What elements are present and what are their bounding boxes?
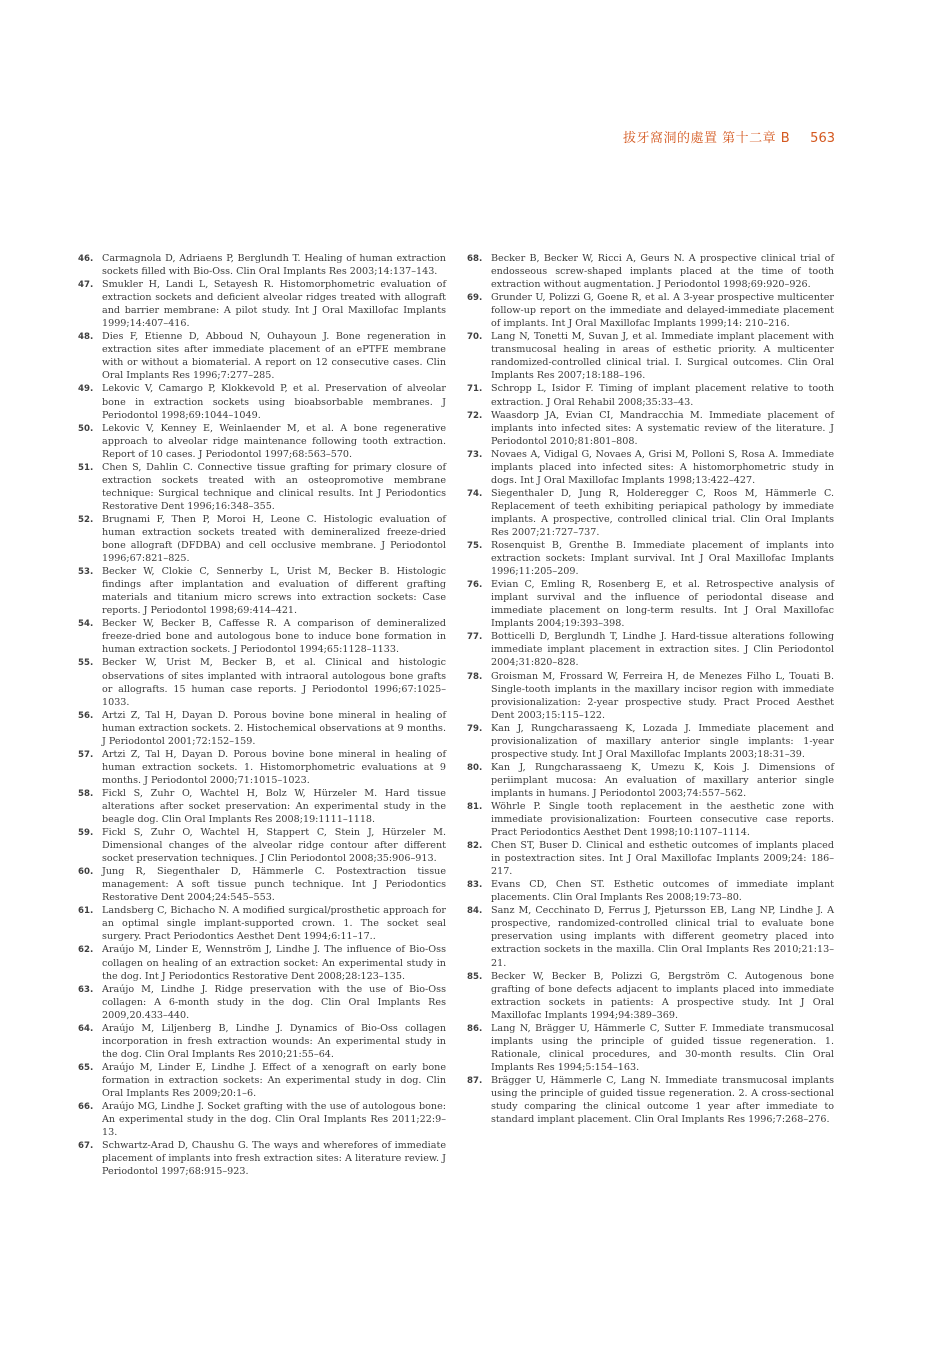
reference-number: 53. [78,567,94,578]
reference-item [78,943,446,982]
reference-item [78,904,446,943]
reference-text: Landsberg C, Bichacho N. A modified surgical/prosthetic approach for an optimal single implant-supported crown. 1. The socket seal surgery. Pract Periodontics Aesthet Dent 1994;6:11–17.. [102,905,446,943]
reference-item [467,800,834,839]
reference-list-right-column [467,252,834,1126]
reference-item [467,670,834,722]
reference-number: 56. [78,710,94,721]
reference-number: 63. [78,984,94,995]
reference-text: Waasdorp JA, Evian CI, Mandracchia M. Immediate placement of implants into infected sites: A systematic review of the literature. J Periodontol 2010;81:801–808. [491,409,834,447]
reference-item [78,461,446,513]
reference-text: Brugnami F, Then P, Moroi H, Leone C. Histologic evaluation of human extraction sockets treated with demineralized freeze-dried bone allograft (DFDBA) and cell occlusive membrane. J Periodontol 1996;67:821–825. [102,513,446,565]
reference-text: Chen ST, Buser D. Clinical and esthetic outcomes of implants placed in postextraction sites. Int J Oral Maxillofac Implants 2009;24: 186–217. [491,840,834,878]
reference-item [467,409,834,448]
reference-number: 57. [78,749,94,760]
reference-item [78,278,446,330]
reference-text: Grunder U, Polizzi G, Goene R, et al. A 3-year prospective multicenter follow-up report on the immediate and delayed-immediate placement of implants. Int J Oral Maxillofac Implants 1999;14: 210–216. [491,292,834,330]
reference-number: 82. [467,841,483,852]
reference-item [78,513,446,565]
reference-text: Evans CD, Chen ST. Esthetic outcomes of immediate implant placements. Clin Oral Implants Res 2008;19:73–80. [491,879,834,904]
reference-text: Araújo M, Linder E, Lindhe J. Effect of a xenograft on early bone formation in extraction sockets: An experimental study in dog. Clin Oral Implants Res 2009;20:1–6. [102,1061,446,1099]
reference-item [467,1074,834,1126]
reference-number: 49. [78,384,94,395]
reference-number: 66. [78,1102,94,1113]
reference-item [467,539,834,578]
reference-number: 72. [467,410,483,421]
reference-number: 75. [467,541,483,552]
reference-item [467,904,834,969]
reference-text: Lang N, Brägger U, Hämmerle C, Sutter F. Immediate transmucosal implants using the principle of guided tissue regeneration. 1. Rationale, clinical procedures, and 30-month results. Clin Oral Implants Res 1994;5:154–163. [491,1022,834,1073]
chapter-title: 拔牙窩洞的處置 第十二章 B [622,131,791,146]
reference-text: Carmagnola D, Adriaens P, Berglundh T. Healing of human extraction sockets filled with Bio-Oss. Clin Oral Implants Res 2003;14:137–143. [102,253,446,278]
reference-number: 47. [78,280,94,291]
reference-text: Becker W, Becker B, Caffesse R. A comparison of demineralized freeze-dried bone and autologous bone to induce bone formation in human extraction sockets. J Periodontol 1994;65:1128–1133. [102,618,446,656]
reference-number: 86. [467,1023,483,1034]
reference-item [467,291,834,330]
reference-text: Jung R, Siegenthaler D, Hämmerle C. Postextraction tissue management: A soft tissue punch technique. Int J Periodontics Restorative Dent 2004;24:545–553. [102,866,446,904]
reference-item [78,1100,446,1139]
reference-text: Chen S, Dahlin C. Connective tissue grafting for primary closure of extraction sockets treated with an osteopromotive membrane technique: Surgical technique and clinical results. Int J Periodontics Restorative Dent 1996;16:348–355. [102,461,446,512]
reference-number: 85. [467,971,483,982]
reference-item [78,1139,446,1178]
reference-text: Fickl S, Zuhr O, Wachtel H, Stappert C, Stein J, Hürzeler M. Dimensional changes of the alveolar ridge contour after different socket preservation techniques. J Clin Periodontol 2008;35:906–913. [102,827,446,865]
reference-text: Wöhrle P. Single tooth replacement in the aesthetic zone with immediate provisionalization: Fourteen consecutive case reports. Pract Periodontics Aesthet Dent 1998;10:1107–1114. [491,800,834,839]
reference-item [78,787,446,826]
reference-number: 77. [467,632,483,643]
reference-item [78,865,446,904]
reference-number: 79. [467,723,483,734]
running-header [623,127,835,146]
reference-number: 69. [467,293,483,304]
page-number: 563 [810,131,835,146]
reference-item [78,422,446,461]
reference-text: Botticelli D, Berglundh T, Lindhe J. Hard-tissue alterations following immediate implant placement in extraction sites. J Clin Periodontol 2004;31:820–828. [491,631,834,669]
reference-text: Fickl S, Zuhr O, Wachtel H, Bolz W, Hürzeler M. Hard tissue alterations after socket preservation: An experimental study in the beagle dog. Clin Oral Implants Res 2008;19:1111–1118. [102,787,446,826]
reference-number: 78. [467,671,483,682]
reference-text: Novaes A, Vidigal G, Novaes A, Grisi M, Polloni S, Rosa A. Immediate implants placed into infected sites: A histomorphometric study in dogs. Int J Oral Maxillofac Implants 1998;13:422–427. [491,448,834,486]
reference-item [467,448,834,487]
reference-text: Schwartz-Arad D, Chaushu G. The ways and wherefores of immediate placement of implants into fresh extraction sites: A literature review. J Periodontol 1997;68:915–923. [102,1140,446,1178]
reference-item [467,878,834,904]
reference-item [78,252,446,278]
reference-item [467,630,834,669]
reference-number: 62. [78,945,94,956]
reference-number: 50. [78,423,94,434]
reference-number: 70. [467,332,483,343]
reference-item [467,578,834,630]
reference-number: 81. [467,801,483,812]
reference-number: 71. [467,384,483,395]
reference-text: Lekovic V, Camargo P, Klokkevold P, et al. Preservation of alveolar bone in extraction sockets using bioabsorbable membranes. J Periodontol 1998;69:1044–1049. [102,383,446,421]
reference-number: 87. [467,1075,483,1086]
reference-number: 64. [78,1023,94,1034]
reference-text: Artzi Z, Tal H, Dayan D. Porous bovine bone mineral in healing of human extraction sockets. 1. Histomorphometric evaluations at 9 months. J Periodontol 2000;71:1015–1023. [102,748,446,786]
reference-item [467,487,834,539]
reference-text: Sanz M, Cecchinato D, Ferrus J, Pjetursson EB, Lang NP, Lindhe J. A prospective, randomized-controlled clinical trial to evaluate bone preservation using implants with different geometry placed into extraction sockets in the maxilla. Clin Oral Implants Res 2010;21:13–21. [491,905,834,969]
reference-number: 83. [467,880,483,891]
reference-item [467,839,834,878]
reference-text: Becker W, Clokie C, Sennerby L, Urist M, Becker B. Histologic findings after implantation and evaluation of different grafting materials and titanium micro screws into extraction sockets: Case reports. J Periodontol 1998;69:414–421. [102,566,446,617]
reference-text: Evian C, Emling R, Rosenberg E, et al. Retrospective analysis of implant survival and the influence of periodontal disease and immediate placement on long-term results. Int J Oral Maxillofac Implants 2004;19:393–398. [491,579,834,630]
reference-item [78,826,446,865]
reference-text: Lang N, Tonetti M, Suvan J, et al. Immediate implant placement with transmucosal healing in areas of esthetic priority. A multicenter randomized-controlled clinical trial. I. Surgical outcomes. Clin Oral Implants Res 2007;18:188–196. [491,331,834,382]
reference-item [78,983,446,1022]
reference-text: Siegenthaler D, Jung R, Holderegger C, Roos M, Hämmerle C. Replacement of teeth exhibiting periapical pathology by immediate implants. A prospective, controlled clinical trial. Clin Oral Implants Res 2007;21:727–737. [491,487,834,538]
reference-item [78,748,446,787]
reference-number: 54. [78,619,94,630]
reference-text: Lekovic V, Kenney E, Weinlaender M, et al. A bone regenerative approach to alveolar ridge maintenance following tooth extraction. Report of 10 cases. J Periodontol 1997;68:563–570. [102,422,446,460]
reference-item [467,330,834,382]
reference-text: Araújo M, Linder E, Wennström J, Lindhe J. The influence of Bio-Oss collagen on healing of an extraction socket: An experimental study in the dog. Int J Periodontics Restorative Dent 2008;28:123–135. [102,944,446,982]
reference-text: Smukler H, Landi L, Setayesh R. Histomorphometric evaluation of extraction sockets and deficient alveolar ridges treated with allograft and barrier membrane: A pilot study. Int J Oral Maxillofac Implants 1999;14:407–416. [102,279,446,330]
reference-item [78,1022,446,1061]
reference-text: Becker B, Becker W, Ricci A, Geurs N. A prospective clinical trial of endosseous screw-shaped implants placed at the time of tooth extraction without augmentation. J Periodontol 1998;69:920–926. [491,253,834,291]
reference-text: Brägger U, Hämmerle C, Lang N. Immediate transmucosal implants using the principle of guided tissue regeneration. 2. A cross-sectional study comparing the clinical outcome 1 year after immediate to standard implant placement. Clin Oral Implants Res 1996;7:268–276. [491,1074,834,1126]
reference-text: Groisman M, Frossard W, Ferreira H, de Menezes Filho L, Touati B. Single-tooth implants in the maxillary incisor region with immediate provisionalization: 2-year prospective study. Pract Proced Aesthet Dent 2003;15:115–122. [491,670,834,721]
reference-text: Schropp L, Isidor F. Timing of implant placement relative to tooth extraction. J Oral Rehabil 2008;35:33–43. [491,383,834,408]
reference-number: 65. [78,1062,94,1073]
reference-text: Kan J, Rungcharassaeng K, Umezu K, Kois J. Dimensions of periimplant mucosa: An evaluation of maxillary anterior single implants in humans. J Periodontol 2003;74:557–562. [491,761,834,799]
reference-number: 59. [78,828,94,839]
reference-item [78,617,446,656]
reference-list-left-column [78,252,446,1178]
reference-number: 52. [78,514,94,525]
reference-text: Araújo MG, Lindhe J. Socket grafting with the use of autologous bone: An experimental study in the dog. Clin Oral Implants Res 2011;22:9–13. [102,1101,446,1139]
reference-item [467,1022,834,1074]
reference-text: Artzi Z, Tal H, Dayan D. Porous bovine bone mineral in healing of human extraction sockets. 2. Histochemical observations at 9 months. J Periodontol 2001;72:152–159. [102,709,446,747]
reference-text: Araújo M, Liljenberg B, Lindhe J. Dynamics of Bio-Oss collagen incorporation in fresh extraction wounds: An experimental study in the dog. Clin Oral Implants Res 2010;21:55–64. [102,1022,446,1060]
reference-item [467,722,834,761]
reference-number: 58. [78,788,94,799]
reference-number: 46. [78,254,94,264]
reference-number: 67. [78,1141,94,1152]
reference-item [78,565,446,617]
reference-text: Kan J, Rungcharassaeng K, Lozada J. Immediate placement and provisionalization of maxillary anterior single implants: 1-year prospective study. Int J Oral Maxillofac Implants 2003;18:31–39. [491,722,834,760]
reference-number: 51. [78,462,94,473]
reference-number: 55. [78,658,94,669]
reference-text: Becker W, Becker B, Polizzi G, Bergström C. Autogenous bone grafting of bone defects adjacent to implants placed into immediate extraction sockets in patients: A prospective study. Int J Oral Maxillofac Implants 1994;94:389–369. [491,970,834,1021]
reference-item [78,382,446,421]
reference-item [467,382,834,408]
reference-text: Araújo M, Lindhe J. Ridge preservation with the use of Bio-Oss collagen: A 6-month study in the dog. Clin Oral Implants Res 2009,20.433–440. [102,983,446,1021]
reference-item [467,970,834,1022]
reference-number: 84. [467,906,483,917]
reference-item [78,1061,446,1100]
reference-item [467,761,834,800]
reference-text: Rosenquist B, Grenthe B. Immediate placement of implants into extraction sockets: Implant survival. Int J Oral Maxillofac Implants 1996;11:205–209. [491,540,834,578]
reference-number: 68. [467,254,483,264]
reference-item [78,330,446,382]
reference-number: 60. [78,867,94,878]
reference-number: 74. [467,488,483,499]
reference-number: 76. [467,580,483,591]
reference-number: 48. [78,332,94,343]
reference-number: 73. [467,449,483,460]
reference-number: 61. [78,906,94,917]
reference-item [78,709,446,748]
reference-text: Becker W, Urist M, Becker B, et al. Clinical and histologic observations of sites implanted with intraoral autologous bone grafts or allografts. 15 human case reports. J Periodontol 1996;67:1025–1033. [102,657,446,708]
reference-text: Dies F, Etienne D, Abboud N, Ouhayoun J. Bone regeneration in extraction sites after immediate placement of an ePTFE membrane with or without a biomaterial. A report on 12 consecutive cases. Clin Oral Implants Res 1996;7:277–285. [102,331,446,382]
reference-number: 80. [467,762,483,773]
reference-item [78,656,446,708]
reference-item [467,252,834,291]
